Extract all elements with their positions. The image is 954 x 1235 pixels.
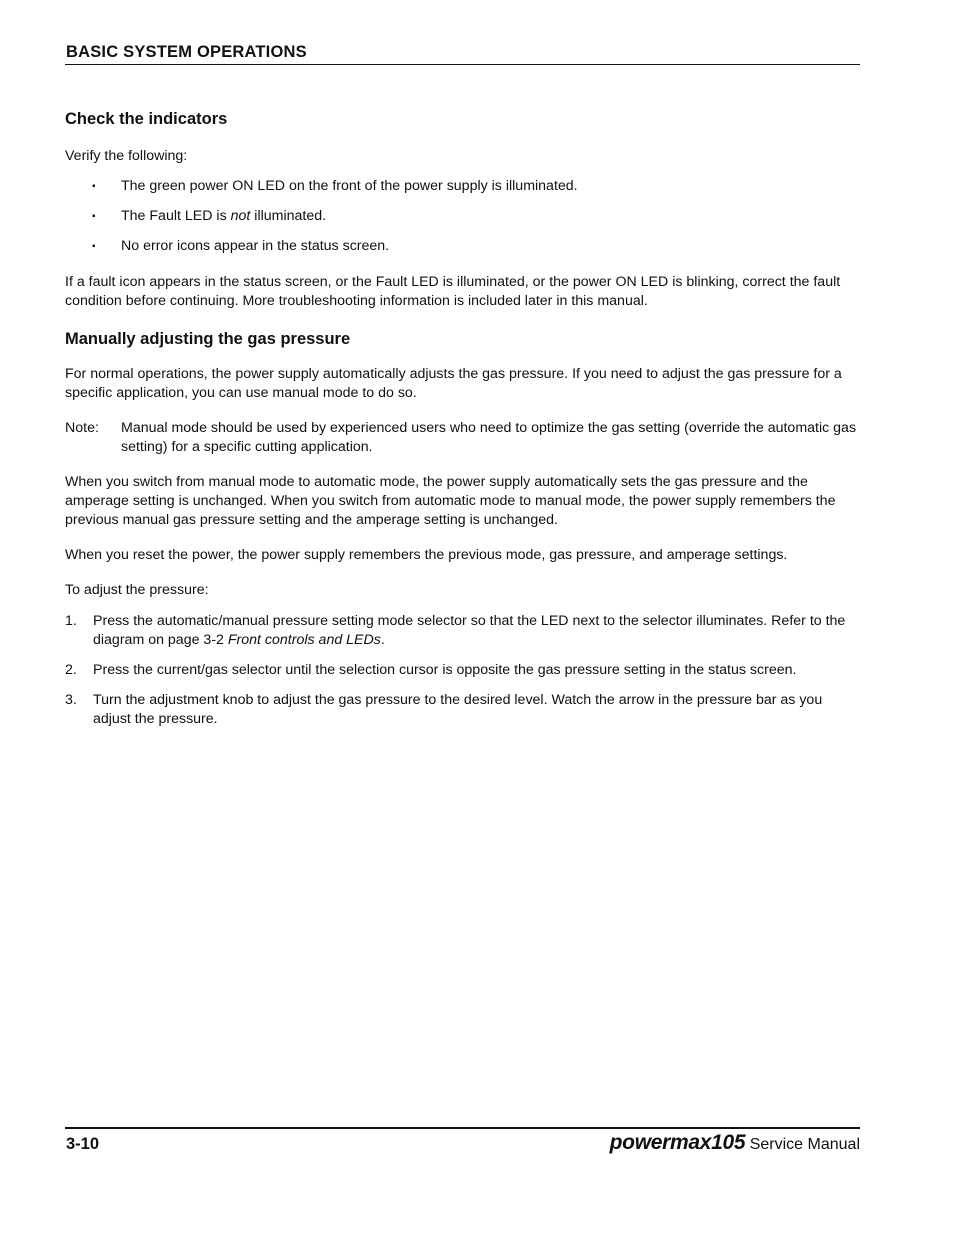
adjust-intro: To adjust the pressure: bbox=[65, 582, 209, 598]
page-content bbox=[65, 108, 860, 729]
step-number: 3. bbox=[65, 692, 77, 708]
bullet-icon: ▪ bbox=[92, 241, 96, 252]
bullet-text: The green power ON LED on the front of the power supply is illuminated. bbox=[121, 178, 578, 194]
mode-switch-paragraph: When you switch from manual mode to automatic mode, the power supply automatically sets the gas pressure and the amperage setting is unchanged. When you switch from automatic mode to manual mode, the power supply remembers the previous manual gas pressure setting and the amperage setting is unchanged. bbox=[65, 474, 836, 528]
step-text: Turn the adjustment knob to adjust the gas pressure to the desired level. Watch the arrow in the pressure bar as you adjust the pressure. bbox=[93, 692, 823, 727]
page-number: 3-10 bbox=[66, 1135, 100, 1153]
step-item bbox=[65, 661, 860, 680]
product-logo: powermax105 bbox=[609, 1131, 746, 1154]
bullet-icon: ▪ bbox=[92, 211, 96, 222]
bullet-emphasis: not bbox=[230, 208, 251, 224]
section-title: BASIC SYSTEM OPERATIONS bbox=[66, 43, 307, 61]
bullet-text: No error icons appear in the status screen. bbox=[121, 238, 390, 254]
indicator-checklist bbox=[65, 177, 860, 256]
step-number: 2. bbox=[65, 662, 77, 678]
heading-check-indicators: Check the indicators bbox=[65, 110, 228, 128]
bullet-text-tail: illuminated. bbox=[250, 208, 327, 224]
step-text-tail: . bbox=[380, 632, 385, 648]
reset-paragraph: When you reset the power, the power supply remembers the previous mode, gas pressure, and amperage settings. bbox=[65, 547, 788, 563]
bullet-icon: ▪ bbox=[92, 181, 96, 192]
normal-operations-paragraph: For normal operations, the power supply automatically adjusts the gas pressure. If you need to adjust the gas pressure for a specific application, you can use manual mode to do so. bbox=[65, 366, 842, 401]
heading-manual-gas-pressure: Manually adjusting the gas pressure bbox=[65, 330, 351, 348]
step-item bbox=[65, 612, 860, 650]
verify-intro: Verify the following: bbox=[65, 148, 188, 164]
header-rule bbox=[65, 64, 860, 65]
list-item bbox=[65, 207, 860, 226]
footer-rule bbox=[65, 1127, 860, 1129]
step-emphasis: Front controls and LEDs bbox=[227, 632, 381, 648]
note-block bbox=[65, 419, 860, 457]
step-text: Press the automatic/manual pressure setting mode selector so that the LED next to the selector illuminates. Refer to the diagram on page 3-2 bbox=[93, 613, 846, 648]
list-item bbox=[65, 237, 860, 256]
step-text: Press the current/gas selector until the selection cursor is opposite the gas pressure setting in the status screen. bbox=[93, 662, 797, 678]
fault-paragraph: If a fault icon appears in the status screen, or the Fault LED is illuminated, or the power ON LED is blinking, correct the fault condition before continuing. More troubleshooting information is included later in this manual. bbox=[65, 274, 841, 309]
manual-label: Service Manual bbox=[749, 1136, 860, 1153]
note-label: Note: bbox=[65, 420, 99, 436]
step-number: 1. bbox=[65, 613, 77, 629]
step-item bbox=[65, 691, 860, 729]
bullet-text: The Fault LED is bbox=[121, 208, 231, 224]
note-text: Manual mode should be used by experienced users who need to optimize the gas setting (override the automatic gas setting) for a specific cutting application. bbox=[121, 420, 857, 455]
adjust-steps bbox=[65, 612, 860, 729]
list-item bbox=[65, 177, 860, 196]
footer-brand bbox=[610, 1131, 860, 1155]
